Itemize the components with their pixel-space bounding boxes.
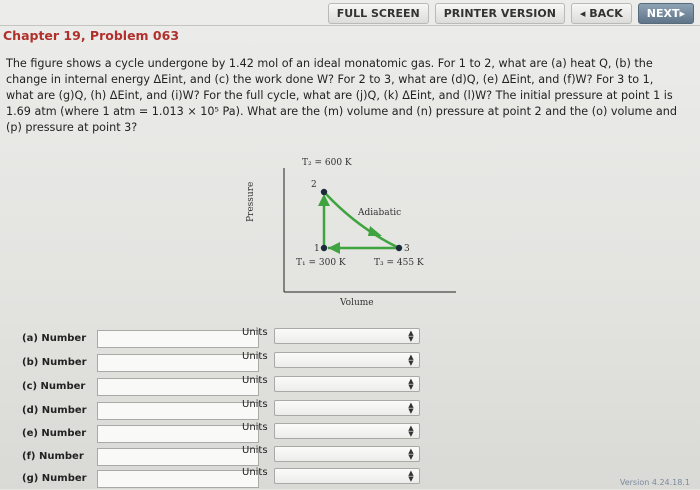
point-2-marker — [321, 189, 327, 195]
units-select-e[interactable] — [274, 423, 420, 439]
select-arrows-icon: ▲ ▼ — [408, 401, 414, 415]
units-select-a[interactable] — [274, 328, 420, 344]
select-arrows-icon: ▲ ▼ — [408, 424, 414, 438]
y-axis-label: Pressure — [246, 181, 256, 222]
units-select-g[interactable] — [274, 468, 420, 484]
pv-diagram — [248, 150, 458, 320]
number-input-a[interactable] — [97, 330, 259, 348]
answer-label: (a) Number — [22, 333, 87, 344]
next-button[interactable]: NEXT▸ — [638, 3, 694, 24]
units-select-b[interactable] — [274, 352, 420, 368]
answer-label: (g) Number — [22, 473, 87, 484]
answer-label: (c) Number — [22, 381, 86, 392]
number-input-c[interactable] — [97, 378, 259, 396]
problem-text: The figure shows a cycle undergone by 1.42 mol of an ideal monatomic gas. For 1 to 2, what are (a) heat Q, (b) the change in internal energy ΔEint, and (c) the work done W? For 2 to 3, what are (d)Q, (e) ΔEint, and (f)W? For 3 to 1, what are (g)Q, (h) ΔEint, and (i)W? For the full cycle, what are (j)Q, (k) ΔEint, and (l)W? The initial pressure at point 1 is 1.69 atm (where 1 atm = 1.013 × 10⁵ Pa). What are the (m) volume and (n) pressure at point 2 and the (o) volume and (p) pressure at point 3? — [6, 57, 677, 134]
units-label: Units — [242, 375, 268, 386]
select-arrows-icon: ▲ ▼ — [408, 447, 414, 461]
units-label: Units — [242, 351, 268, 362]
path-2-to-3 — [326, 194, 402, 248]
point3-label: 3 — [404, 244, 410, 254]
units-label: Units — [242, 422, 268, 433]
select-arrows-icon: ▲ ▼ — [408, 377, 414, 391]
point-1-marker — [321, 245, 327, 251]
answer-label: (e) Number — [22, 428, 87, 439]
x-axis-label: Volume — [340, 298, 374, 308]
units-select-d[interactable] — [274, 400, 420, 416]
t3-label: T₃ = 455 K — [374, 258, 424, 268]
full-screen-button[interactable]: FULL SCREEN — [328, 3, 429, 24]
point1-label: 1 — [314, 244, 320, 254]
arrow-2-to-3 — [368, 226, 382, 236]
answer-label: (b) Number — [22, 357, 87, 368]
back-button[interactable]: ◂ BACK — [571, 3, 632, 24]
divider — [0, 25, 700, 26]
version-text: Version 4.24.18.1 — [619, 478, 690, 487]
units-label: Units — [242, 467, 268, 478]
units-label: Units — [242, 399, 268, 410]
number-input-f[interactable] — [97, 448, 259, 466]
chapter-title: Chapter 19, Problem 063 — [3, 28, 180, 43]
t1-label: T₁ = 300 K — [296, 258, 346, 268]
answer-label: (f) Number — [22, 451, 84, 462]
point2-label: 2 — [311, 180, 317, 190]
printer-version-button[interactable]: PRINTER VERSION — [435, 3, 565, 24]
t2-label: T₂ = 600 K — [302, 158, 352, 168]
answer-label: (d) Number — [22, 405, 87, 416]
units-select-f[interactable] — [274, 446, 420, 462]
cycle-figure — [248, 150, 458, 320]
units-label: Units — [242, 445, 268, 456]
number-input-e[interactable] — [97, 425, 259, 443]
select-arrows-icon: ▲ ▼ — [408, 329, 414, 343]
units-select-c[interactable] — [274, 376, 420, 392]
toolbar — [328, 3, 694, 24]
point-3-marker — [396, 245, 402, 251]
select-arrows-icon: ▲ ▼ — [408, 469, 414, 483]
number-input-g[interactable] — [97, 470, 259, 488]
select-arrows-icon: ▲ ▼ — [408, 353, 414, 367]
units-label: Units — [242, 327, 268, 338]
adiabatic-label: Adiabatic — [358, 208, 402, 218]
number-input-b[interactable] — [97, 354, 259, 372]
arrow-3-to-1 — [328, 242, 340, 254]
number-input-d[interactable] — [97, 402, 259, 420]
